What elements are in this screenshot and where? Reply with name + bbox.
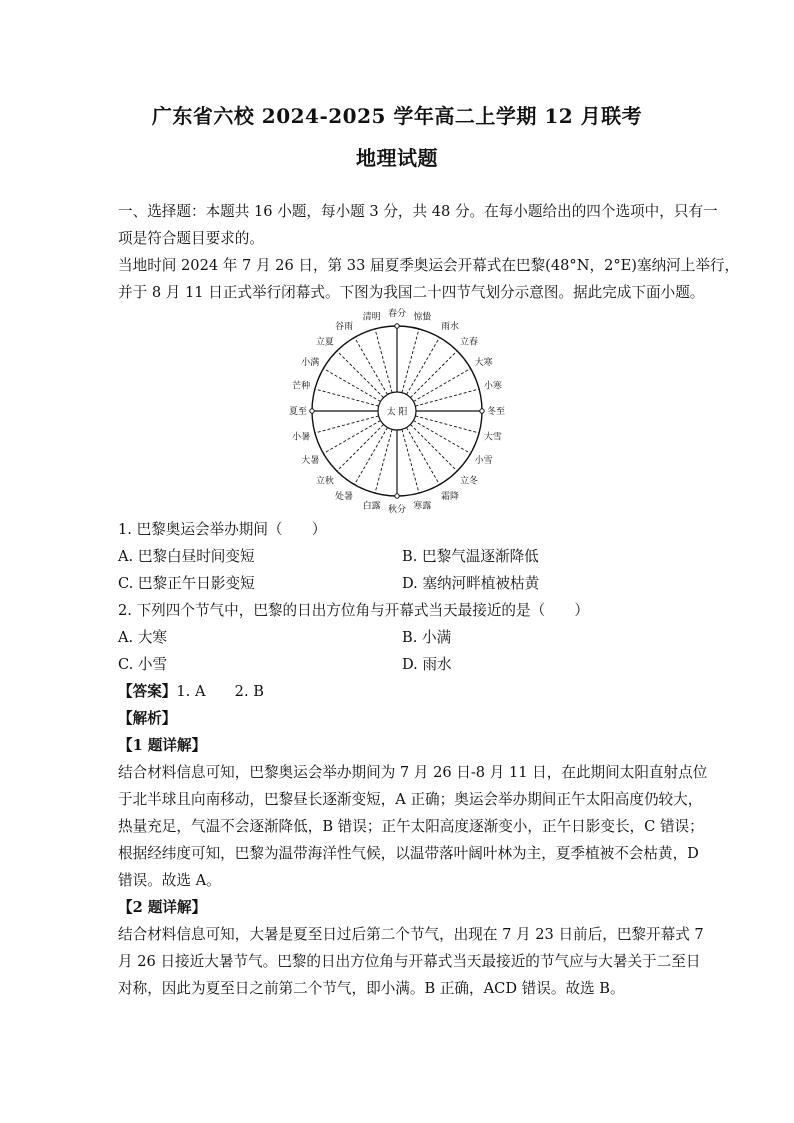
- sun-label: 太 阳: [386, 407, 408, 418]
- question-2-option-c: C. 小雪: [118, 656, 168, 673]
- analysis-q2-label: 【2 题详解】: [118, 899, 207, 916]
- term-divider-line: [337, 424, 384, 471]
- term-label: 寒露: [413, 501, 432, 512]
- term-label: 大暑: [301, 456, 320, 466]
- term-label: 立冬: [460, 476, 479, 487]
- question-2-option-d: D. 雨水: [402, 656, 452, 673]
- term-label: 惊蛰: [413, 312, 432, 323]
- term-divider-line: [410, 351, 457, 398]
- term-label: 夏至: [288, 407, 307, 417]
- answer-text: 1. A 2. B: [176, 683, 264, 700]
- term-divider-line: [402, 429, 419, 493]
- term-label: 白露: [362, 501, 381, 512]
- term-divider-line: [402, 329, 419, 393]
- term-divider-line: [323, 369, 380, 402]
- question-1-option-c: C. 巴黎正午日影变短: [118, 575, 255, 592]
- term-label: 谷雨: [334, 322, 353, 333]
- question-1-stem: 1. 巴黎奥运会举办期间（ ）: [118, 521, 327, 538]
- term-divider-line: [413, 421, 470, 454]
- question-2-stem: 2. 下列四个节气中，巴黎的日出方位角与开幕式当天最接近的是（ ）: [118, 602, 589, 619]
- term-marker-dot: [395, 324, 399, 328]
- term-divider-line: [415, 416, 479, 433]
- material-line-2: 并于 8 月 11 日正式举行闭幕式。下图为我国二十四节气划分示意图。据此完成下面小题。: [118, 284, 705, 301]
- section-header-line-2: 项是符合题目要求的。: [118, 230, 264, 247]
- term-divider-line: [355, 427, 388, 484]
- term-label: 小满: [301, 358, 320, 368]
- section-header-line-1: 一、选择题：本题共 16 小题，每小题 3 分，共 48 分。在每小题给出的四个选项中，只有一: [118, 203, 718, 220]
- question-1-option-d: D. 塞纳河畔植被枯黄: [402, 575, 540, 592]
- term-label: 大寒: [474, 358, 493, 368]
- term-divider-line: [337, 351, 384, 398]
- question-2-option-a: A. 大寒: [118, 629, 168, 646]
- term-label: 春分: [387, 309, 407, 319]
- term-label: 立夏: [315, 337, 334, 348]
- question-2-option-b: B. 小满: [402, 629, 452, 646]
- term-divider-line: [413, 369, 470, 402]
- term-divider-line: [355, 337, 388, 394]
- analysis-q2-line: 结合材料信息可知，大暑是夏至日过后第二个节气，出现在 7 月 23 日前后，巴黎开幕式 7: [118, 926, 704, 943]
- term-label: 秋分: [387, 505, 407, 514]
- document-title: 广东省六校 2024-2025 学年高二上学期 12 月联考: [151, 104, 643, 128]
- term-divider-line: [415, 389, 479, 406]
- term-marker-dot: [395, 494, 399, 498]
- term-label: 雨水: [441, 322, 460, 333]
- term-label: 清明: [362, 312, 381, 323]
- term-divider-line: [410, 424, 457, 471]
- term-label: 处暑: [334, 491, 353, 502]
- analysis-label: 【解析】: [118, 710, 177, 727]
- answer-label: 【答案】: [118, 683, 177, 700]
- term-divider-line: [323, 421, 380, 454]
- term-divider-line: [407, 427, 440, 484]
- question-1-option-b: B. 巴黎气温逐渐降低: [402, 548, 539, 565]
- term-label: 小暑: [292, 432, 311, 443]
- analysis-q1-line: 根据经纬度可知，巴黎为温带海洋性气候，以温带落叶阔叶林为主，夏季植被不会枯黄，D: [118, 845, 699, 862]
- term-label: 冬至: [487, 407, 506, 417]
- document-subtitle: 地理试题: [356, 146, 438, 170]
- term-divider-line: [375, 329, 392, 393]
- term-label: 芒种: [292, 381, 311, 392]
- term-label: 小雪: [474, 456, 493, 466]
- term-label: 霜降: [441, 491, 460, 502]
- term-marker-dot: [310, 409, 314, 413]
- analysis-q1-line: 结合材料信息可知，巴黎奥运会举办期间为 7 月 26 日-8 月 11 日，在此期间太阳直射点位: [118, 764, 708, 781]
- material-line-1: 当地时间 2024 年 7 月 26 日，第 33 届夏季奥运会开幕式在巴黎(48°N，2°E)塞纳河上举行，: [118, 257, 740, 274]
- term-divider-line: [315, 389, 379, 406]
- term-label: 立秋: [315, 476, 334, 487]
- term-divider-line: [375, 429, 392, 493]
- analysis-q2-line: 月 26 日接近大暑节气。巴黎的日出方位角与开幕式当天最接近的节气应与大暑关于二至日: [118, 953, 701, 970]
- term-label: 大雪: [483, 432, 502, 443]
- solar-terms-diagram: [282, 308, 512, 514]
- question-1-option-a: A. 巴黎白昼时间变短: [118, 548, 255, 565]
- analysis-q2-line: 对称，因此为夏至日之前第二个节气，即小满。B 正确，ACD 错误。故选 B。: [118, 980, 625, 997]
- term-divider-line: [315, 416, 379, 433]
- term-label: 立春: [460, 337, 479, 348]
- answer-line: [118, 682, 264, 702]
- term-marker-dot: [480, 409, 484, 413]
- term-label: 小寒: [483, 381, 502, 392]
- analysis-q1-line: 错误。故选 A。: [118, 872, 221, 889]
- term-divider-line: [407, 337, 440, 394]
- analysis-q1-label: 【1 题详解】: [118, 737, 207, 754]
- analysis-q1-line: 于北半球且向南移动，巴黎昼长逐渐变短，A 正确；奥运会举办期间正午太阳高度仍较大，: [118, 791, 703, 808]
- analysis-q1-line: 热量充足，气温不会逐渐降低，B 错误；正午太阳高度逐渐变小，正午日影变长，C 错误；: [118, 818, 704, 835]
